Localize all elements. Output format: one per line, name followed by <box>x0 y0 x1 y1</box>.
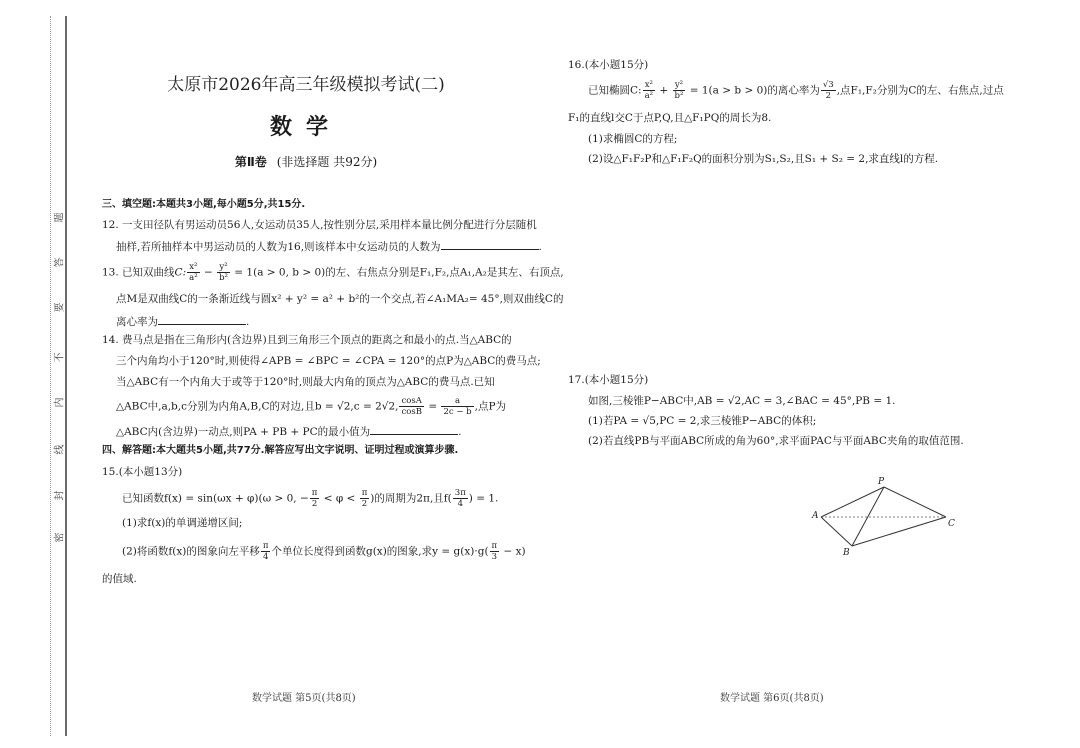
q17-part1: (1)若PA = √5,PC = 2,求三棱锥P−ABC的体积; <box>588 415 817 427</box>
margin-char: 答 <box>54 257 66 268</box>
q13-line2: 点M是双曲线C的一条渐近线与圆x² + y² = a² + b²的一个交点,若∠A₁MA₂= 45°,则双曲线C的 <box>116 293 564 305</box>
q13-answer-blank[interactable] <box>158 314 246 325</box>
q14-text: △ABC内(含边界)一动点,则PA + PB + PC的最小值为 <box>116 426 371 438</box>
binding-solid-line <box>65 16 67 736</box>
q13-text: 离心率为 <box>116 316 158 328</box>
vertex-label-c: C <box>948 519 955 529</box>
q15-part1: (1)求f(x)的单调递增区间; <box>122 517 243 529</box>
q15-given: 已知函数f(x) = sin(ωx + φ)(ω > 0, − $\frac{\pi}{2}$ < φ < $\frac{\pi}{2}$ )的周期为2π,且f( $\frac{3\pi}{4}$ ) = 1. <box>122 488 499 509</box>
q14-line3: 当△ABC有一个内角大于或等于120°时,则最大内角的顶点为△ABC的费马点.已知 <box>116 376 495 388</box>
q16-line1: 已知椭圆C: $\frac{\text{x²}}{\text{a²}}$ + $\frac{\text{y²}}{\text{b²}}$ = 1(a > b > 0)的离心率为 $\frac{√3}{2}$ ,点F₁,F₂分别为C的左、右焦点,过点 <box>588 80 1004 101</box>
frac-pi-2: $\frac{\pi}{2}$ <box>311 488 318 509</box>
q13-rest: = 1(a > 0, b > 0)的左、右焦点分别是F₁,F₂,点A₁,A₂是其左、右顶点, <box>230 266 564 279</box>
q12-line1: 12. 一支田径队有男运动员56人,女运动员35人,按性别分层,采用样本量比例分配进行分层随机 <box>102 219 537 231</box>
q15-given-text: 已知函数f(x) = sin(ωx + φ)(ω > 0, − <box>122 492 309 505</box>
q13-line3: 离心率为 . <box>116 316 250 328</box>
q15-part2-end: 的值域. <box>102 573 137 585</box>
q14-frac-a: $\frac{a}{2c - b}$ <box>443 396 472 417</box>
q13-frac-x: $\frac{\text{x²}}{\text{a²}}$ <box>189 262 198 283</box>
paper-part-label: 第Ⅱ卷 <box>234 155 267 169</box>
q14-line4-text: △ABC中,a,b,c分别为内角A,B,C的对边,且b = √2,c = 2√2, <box>116 400 399 413</box>
frac-pi-3: $\frac{\pi}{3}$ <box>491 541 498 562</box>
margin-char: 封 <box>54 490 66 501</box>
paper-part-heading <box>96 153 516 170</box>
binding-dotted-line <box>50 16 51 736</box>
q14-line1: 14. 费马点是指在三角形内(含边界)且到三角形三个顶点的距离之和最小的点.当△ABC的 <box>102 334 512 346</box>
q16-line2: F₁的直线l交C于点P,Q,且△F₁PQ的周长为8. <box>568 112 772 124</box>
margin-char: 不 <box>54 352 66 363</box>
q12-text: 抽样,若所抽样本中男运动员的人数为16,则该样本中女运动员的人数为 <box>116 241 441 253</box>
page-6-footer: 数学试题 第6页(共8页) <box>720 693 824 704</box>
page-5 <box>96 0 564 748</box>
q17-header: 17.(本小题15分) <box>568 374 649 386</box>
margin-char: 题 <box>54 212 66 223</box>
pyramid-figure <box>808 474 958 558</box>
q13-frac-y: $\frac{\text{y²}}{\text{b²}}$ <box>219 262 228 283</box>
margin-char: 线 <box>54 444 66 455</box>
q16-part1: (1)求椭圆C的方程; <box>588 133 678 145</box>
q16-frac-x: $\frac{\text{x²}}{\text{a²}}$ <box>644 80 654 101</box>
margin-char: 内 <box>54 397 66 408</box>
q12-line2: 抽样,若所抽样本中男运动员的人数为16,则该样本中女运动员的人数为 . <box>116 241 542 253</box>
frac-pi-2: $\frac{\pi}{2}$ <box>361 488 368 509</box>
q14-answer-blank[interactable] <box>370 424 458 435</box>
margin-char: 要 <box>54 302 66 313</box>
q14-line5: △ABC内(含边界)一动点,则PA + PB + PC的最小值为 . <box>116 426 462 438</box>
q16-given-text: 已知椭圆C: <box>588 84 642 97</box>
q17-part2: (2)若直线PB与平面ABC所成的角为60°,求平面PAC与平面ABC夹角的取值范围. <box>588 435 964 447</box>
subject-title: 数学 <box>269 115 342 140</box>
margin-char: 密 <box>54 532 66 543</box>
paper-part-note: (非选择题 共92分) <box>276 155 378 169</box>
q14-line2: 三个内角均小于120°时,则使得∠APB = ∠BPC = ∠CPA = 120°的点P为△ABC的费马点; <box>116 355 541 367</box>
frac-pi-4: $\frac{\pi}{4}$ <box>262 541 269 562</box>
vertex-label-b: B <box>843 548 850 558</box>
section-4-header: 四、解答题:本大题共5小题,共77分.解答应写出文字说明、证明过程或演算步骤. <box>102 445 459 456</box>
q15-part2: (2)将函数f(x)的图象向左平移 $\frac{\pi}{4}$ 个单位长度得到函数g(x)的图象,求y = g(x)·g( $\frac{\pi}{3}$ − x) <box>122 541 526 562</box>
page-6 <box>566 0 1016 748</box>
q13-prefix: 13. 已知双曲线 <box>102 266 175 279</box>
exam-title: 太原市2026年高三年级模拟考试(二) <box>167 75 445 95</box>
q16-header: 16.(本小题15分) <box>568 59 649 71</box>
q14-line4: △ABC中,a,b,c分别为内角A,B,C的对边,且b = √2,c = 2√2, $\frac{\cos A}{\cos B}$ = $\frac{a}{2c - b}$ ,点P为 <box>116 396 507 417</box>
q13-curve: C: <box>174 266 187 279</box>
vertex-label-p: P <box>878 477 885 487</box>
q12-answer-blank[interactable] <box>441 239 539 250</box>
q15-header: 15.(本小题13分) <box>102 466 183 478</box>
q16-part2: (2)设△F₁F₂P和△F₁F₂Q的面积分别为S₁,S₂,且S₁ + S₂ = 2,求直线l的方程. <box>588 153 939 165</box>
section-3-header: 三、填空题:本题共3小题,每小题5分,共15分. <box>102 199 306 210</box>
q13-line1: 13. 已知双曲线C: $\frac{\text{x²}}{\text{a²}}$ − $\frac{\text{y²}}{\text{b²}}$ = 1(a > 0, b > 0)的左、右焦点分别是F₁,F₂,点A₁,A₂是其左、右顶点, <box>102 262 564 283</box>
page-5-footer: 数学试题 第5页(共8页) <box>252 693 356 704</box>
q16-frac-eccentricity: $\frac{√3}{2}$ <box>822 80 834 101</box>
q16-frac-y: $\frac{\text{y²}}{\text{b²}}$ <box>674 80 684 101</box>
q15-part2-text: (2)将函数f(x)的图象向左平移 <box>122 545 260 558</box>
vertex-label-a: A <box>812 511 819 521</box>
frac-3pi-4: $\frac{3\pi}{4}$ <box>454 488 466 509</box>
q17-given: 如图,三棱锥P−ABC中,AB = √2,AC = 3,∠BAC = 45°,PB = 1. <box>588 395 896 407</box>
q14-frac-cos: $\frac{\cos A}{\cos B}$ <box>401 396 422 417</box>
